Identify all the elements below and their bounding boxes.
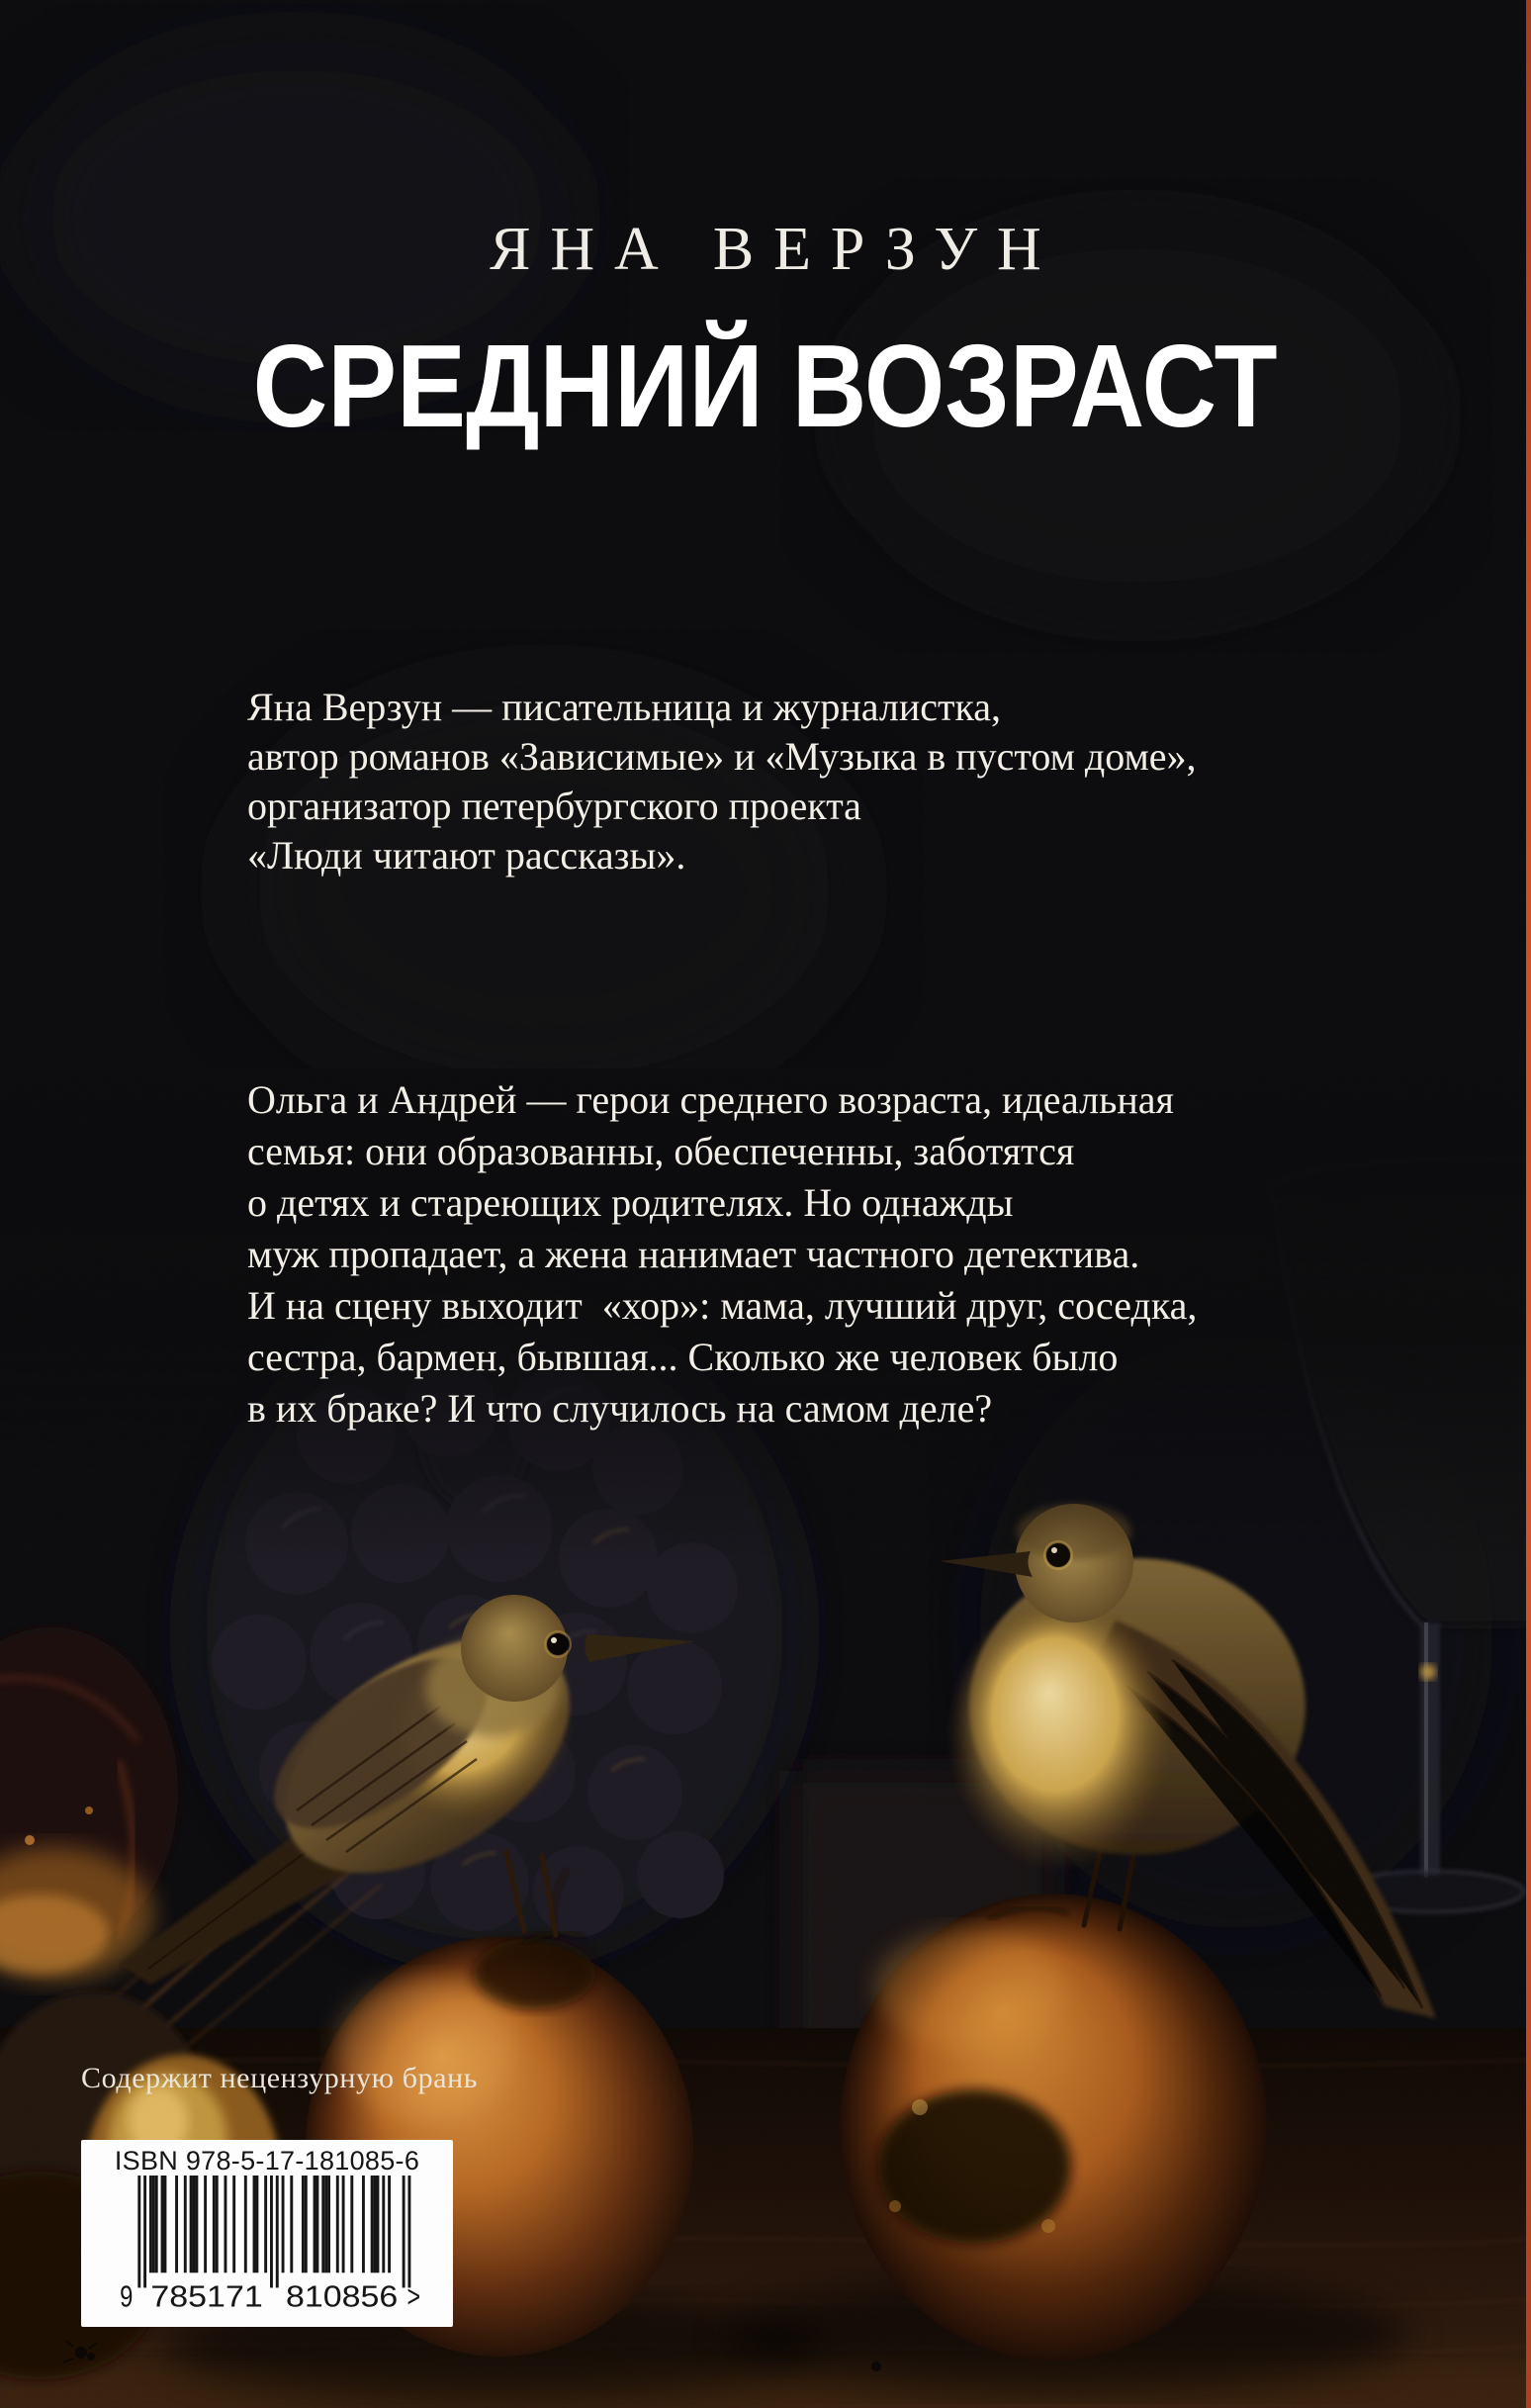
author-name: ЯНА ВЕРЗУН: [490, 216, 1061, 283]
annotation-line-2: семья: они образованны, обеспеченны, заботятся: [247, 1129, 1075, 1173]
bio-line-1: Яна Верзун — писательница и журналистка,: [247, 685, 1002, 729]
barcode-group-1: 785171: [150, 2278, 263, 2312]
annotation: [247, 1074, 1197, 1435]
author-bio: [247, 683, 1197, 880]
barcode-arrow: >: [406, 2279, 421, 2312]
barcode-bars: [137, 2176, 410, 2287]
bio-line-3: организатор петербургского проекта: [247, 784, 861, 828]
bio-line-2: автор романов «Зависимые» и «Музыка в пустом доме»,: [247, 734, 1197, 779]
isbn-label: ISBN 978-5-17-181085-6: [114, 2146, 420, 2176]
annotation-line-6: сестра, бармен, бывшая... Сколько же человек было: [247, 1335, 1119, 1379]
annotation-line-4: муж пропадает, а жена нанимает частного детектива.: [247, 1232, 1140, 1276]
barcode-group-2: 810856: [285, 2278, 399, 2312]
barcode-lead-digit: 9: [120, 2278, 134, 2312]
annotation-line-5: И на сцену выходит «хор»: мама, лучший друг, соседка,: [247, 1283, 1198, 1328]
book-title: [0, 321, 1531, 452]
spine-edge-stripe: [1526, 0, 1531, 2408]
bio-line-4: «Люди читают рассказы».: [247, 833, 686, 878]
annotation-line-3: о детях и стареющих родителях. Но однажды: [247, 1180, 1014, 1225]
book-title-text: СРЕДНИЙ ВОЗРАСТ: [253, 321, 1278, 452]
annotation-line-1: Ольга и Андрей — герои среднего возраста, идеальная: [247, 1077, 1174, 1122]
ean13-barcode: [118, 2176, 422, 2312]
content-warning: Содержит нецензурную брань: [81, 2062, 479, 2094]
annotation-line-7: в их браке? И что случилось на самом деле?: [247, 1386, 993, 1431]
